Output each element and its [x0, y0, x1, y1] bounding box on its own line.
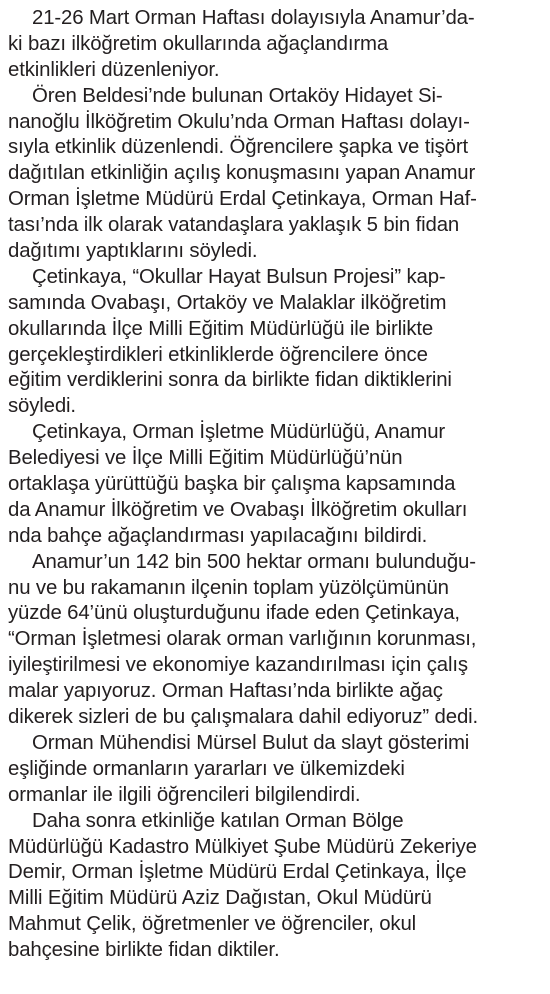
text-line: nda bahçe ağaçlandırması yapılacağını bildirdi.: [8, 524, 428, 547]
text-line: Müdürlüğü Kadastro Mülkiyet Şube Müdürü Zekeriye: [8, 835, 477, 858]
text-line: ki bazı ilköğretim okullarında ağaçlandırma: [8, 32, 389, 55]
text-line: okullarında İlçe Milli Eğitim Müdürlüğü ile birlikte: [8, 317, 434, 340]
paragraph-planting: [8, 809, 542, 964]
text-line: ortaklaşa yürüttüğü başka bir çalışma kapsamında: [8, 473, 456, 496]
text-line: tası’nda ilk olarak vatandaşlara yaklaşık 5 bin fidan: [8, 214, 460, 237]
text-line: Mahmut Çelik, öğretmenler ve öğrenciler, okul: [8, 913, 417, 936]
text-line: gerçekleştirdikleri etkinliklerde öğrencilere önce: [8, 343, 428, 366]
paragraph-forest-area: [8, 550, 542, 731]
text-line: Milli Eğitim Müdürü Aziz Dağıstan, Okul Müdürü: [8, 887, 432, 910]
text-line: Demir, Orman İşletme Müdürü Erdal Çetinkaya, İlçe: [8, 861, 467, 884]
text-line: nu ve bu rakamanın ilçenin toplam yüzölçümünün: [8, 576, 449, 599]
text-line: bahçesine birlikte fidan diktiler.: [8, 939, 280, 962]
text-line: dağıtılan etkinliğin açılış konuşmasını yapan Anamur: [8, 162, 476, 185]
text-line: nanoğlu İlköğretim Okulu’nda Orman Haftası dolayı-: [8, 110, 470, 133]
paragraph-intro: [8, 6, 542, 84]
paragraph-oren-event: [8, 84, 542, 265]
paragraph-slideshow: [8, 731, 542, 809]
text-line: malar yapıyoruz. Orman Haftası’nda birlikte ağaç: [8, 680, 443, 703]
text-line: sıyla etkinlik düzenlendi. Öğrencilere şapka ve tişört: [8, 136, 468, 159]
text-line: Orman İşletme Müdürü Erdal Çetinkaya, Orman Haf-: [8, 188, 477, 211]
text-line: Orman Mühendisi Mürsel Bulut da slayt gösterimi: [32, 731, 470, 754]
text-line: etkinlikleri düzenleniyor.: [8, 58, 220, 81]
text-line: Daha sonra etkinliğe katılan Orman Bölge: [32, 809, 404, 832]
text-line: eşliğinde ormanların yararları ve ülkemizdeki: [8, 757, 405, 780]
text-line: dikerek sizleri de bu çalışmalara dahil ediyoruz” dedi.: [8, 706, 479, 729]
text-line: eğitim verdiklerini sonra da birlikte fidan diktiklerini: [8, 369, 452, 392]
text-line: samında Ovabaşı, Ortaköy ve Malaklar ilköğretim: [8, 291, 447, 314]
text-line: 21-26 Mart Orman Haftası dolayısıyla Anamur’da-: [32, 7, 475, 29]
text-line: Çetinkaya, “Okullar Hayat Bulsun Projesi” kap-: [32, 265, 446, 288]
paragraph-project: [8, 265, 542, 420]
text-line: iyileştirilmesi ve ekonomiye kazandırılması için çalış: [8, 654, 468, 677]
text-line: söyledi.: [8, 395, 76, 418]
text-line: ormanlar ile ilgili öğrencileri bilgilendirdi.: [8, 783, 361, 806]
text-line: Çetinkaya, Orman İşletme Müdürlüğü, Anamur: [32, 421, 446, 444]
text-line: Belediyesi ve İlçe Milli Eğitim Müdürlüğü’nün: [8, 447, 403, 470]
text-line: yüzde 64’ünü oluşturduğunu ifade eden Çetinkaya,: [8, 602, 460, 625]
paragraph-joint-work: [8, 420, 542, 549]
text-line: da Anamur İlköğretim ve Ovabaşı İlköğretim okulları: [8, 498, 468, 521]
text-line: Anamur’un 142 bin 500 hektar ormanı bulunduğu-: [32, 550, 476, 573]
text-line: dağıtımı yaptıklarını söyledi.: [8, 240, 258, 263]
text-line: Ören Beldesi’nde bulunan Ortaköy Hidayet Si-: [32, 84, 443, 107]
text-line: “Orman İşletmesi olarak orman varlığının korunması,: [8, 628, 477, 651]
